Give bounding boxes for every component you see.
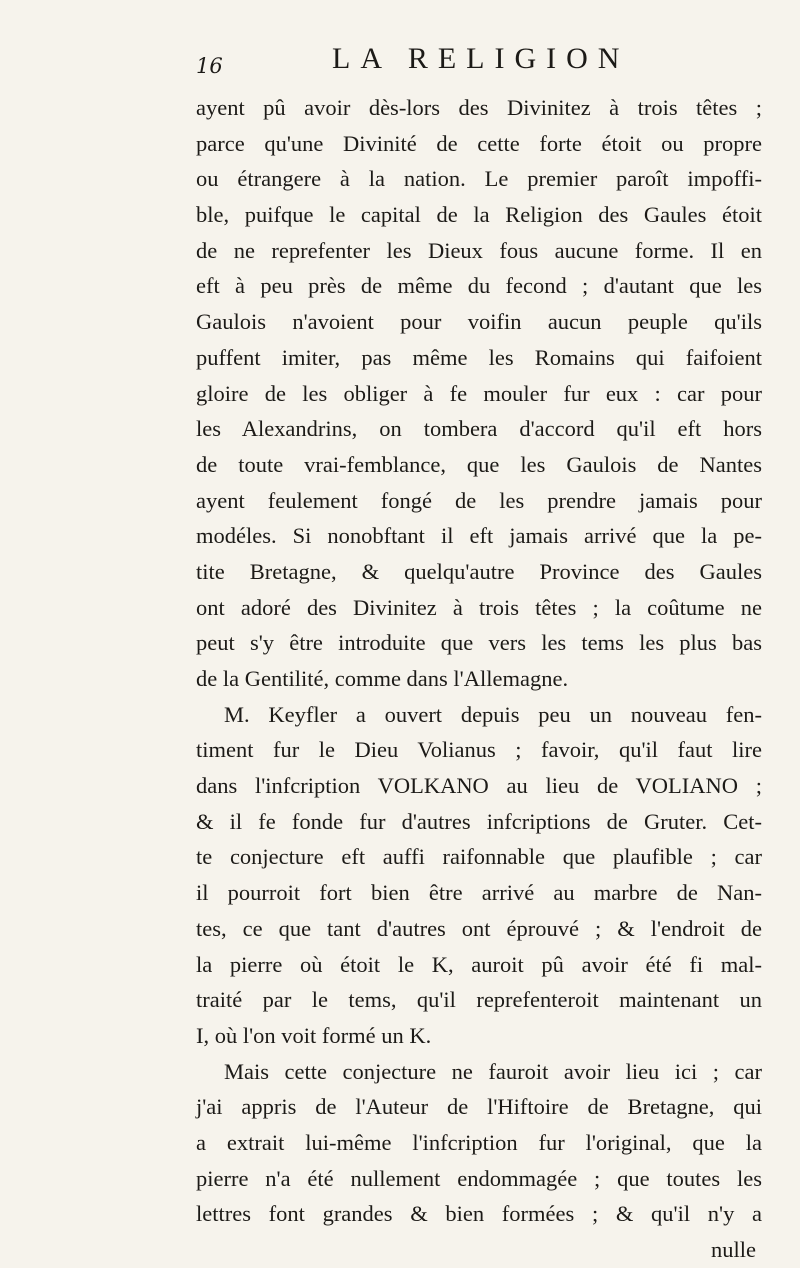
running-title: LA RELIGION	[332, 42, 630, 75]
page-number: 16	[196, 54, 223, 78]
text-line: de la Gentilité, comme dans l'Allemagne.	[196, 666, 569, 691]
text-line: te conjecture eft auffi raifonnable que plaufible ; car	[196, 844, 762, 870]
text-line: eft à peu près de même du fecond ; d'autant que les	[196, 273, 762, 299]
text-line: a extrait lui-même l'infcription fur l'original, que la	[196, 1129, 762, 1155]
text-line: gloire de les obliger à fe mouler fur eux : car pour	[196, 380, 762, 406]
text-line: tite Bretagne, & quelqu'autre Province des Gaules	[196, 558, 762, 584]
text-line: de ne reprefenter les Dieux fous aucune forme. Il en	[196, 237, 762, 263]
text-line: & il fe fonde fur d'autres infcriptions de Gruter. Cet-	[196, 808, 762, 834]
text-line: lettres font grandes & bien formées ; & qu'il n'y a	[196, 1201, 762, 1227]
text-line: ont adoré des Divinitez à trois têtes ; la coûtume ne	[196, 594, 762, 620]
text-line: puffent imiter, pas même les Romains qui faifoient	[196, 344, 762, 370]
text-line: peut s'y être introduite que vers les tems les plus bas	[196, 630, 762, 656]
text-line: ble, puifque le capital de la Religion des Gaules étoit	[196, 202, 762, 228]
running-head	[196, 36, 696, 86]
text-line: ou étrangere à la nation. Le premier paroît impoffi-	[196, 166, 762, 192]
text-line: pierre n'a été nullement endommagée ; que toutes les	[196, 1165, 762, 1191]
text-line: il pourroit fort bien être arrivé au marbre de Nan-	[196, 880, 762, 906]
text-line: I, où l'on voit formé un K.	[196, 1022, 432, 1048]
text-line: M. Keyfler a ouvert depuis peu un nouveau fen-	[224, 701, 762, 727]
text-line: Gaulois n'avoient pour voifin aucun peuple qu'ils	[196, 309, 762, 335]
text-line: ayent pû avoir dès-lors des Divinitez à trois têtes ;	[196, 95, 762, 120]
catchword: nulle	[711, 1237, 756, 1262]
text-line: Mais cette conjecture ne fauroit avoir lieu ici ; car	[224, 1058, 762, 1084]
text-line: dans l'infcription VOLKANO au lieu de VOLIANO ;	[196, 773, 762, 799]
text-line: parce qu'une Divinité de cette forte étoit ou propre	[196, 130, 762, 156]
text-line: traité par le tems, qu'il reprefenteroit maintenant un	[196, 987, 762, 1013]
text-line: de toute vrai-femblance, que les Gaulois de Nantes	[196, 451, 762, 477]
text-line: modéles. Si nonobftant il eft jamais arrivé que la pe-	[196, 523, 762, 549]
text-line: timent fur le Dieu Volianus ; favoir, qu'il faut lire	[196, 737, 762, 763]
text-line: la pierre où étoit le K, auroit pû avoir été fi mal-	[196, 951, 762, 977]
body-text	[196, 90, 762, 1268]
text-line: ayent feulement fongé de les prendre jamais pour	[196, 487, 762, 513]
text-line: les Alexandrins, on tombera d'accord qu'il eft hors	[196, 416, 762, 442]
text-line: tes, ce que tant d'autres ont éprouvé ; & l'endroit de	[196, 915, 762, 941]
text-line: j'ai appris de l'Auteur de l'Hiftoire de Bretagne, qui	[196, 1094, 762, 1120]
